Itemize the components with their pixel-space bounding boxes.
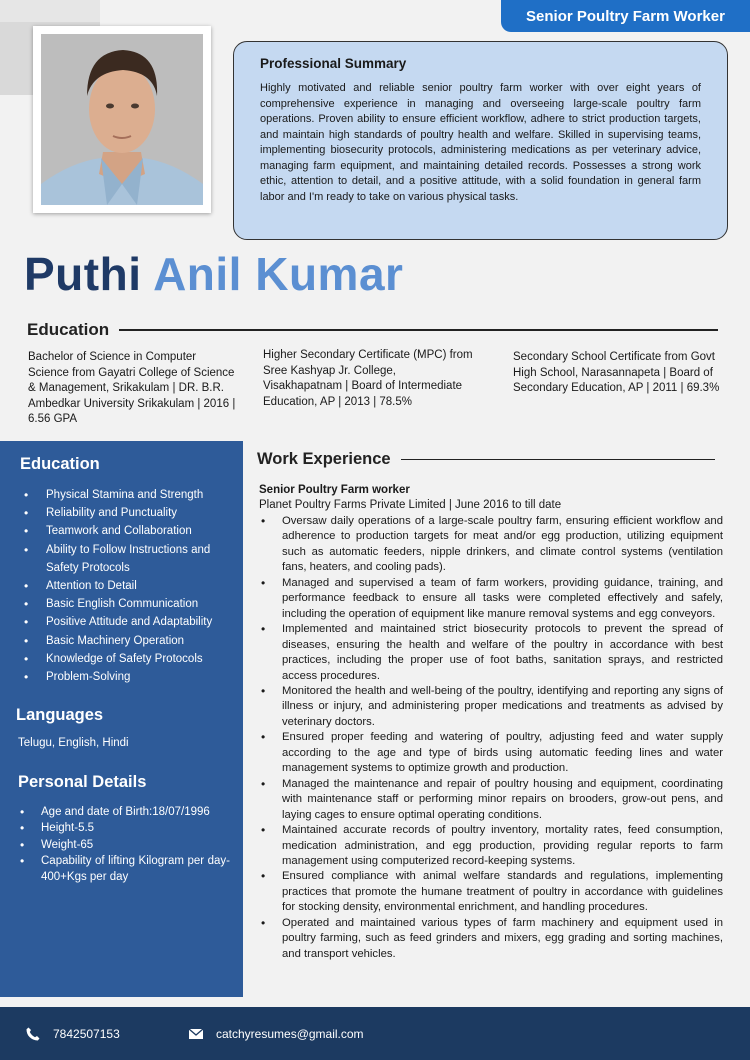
education-title: Education: [27, 320, 110, 339]
first-name: Puthi: [24, 248, 142, 300]
sidebar: [0, 441, 243, 997]
job-duties-list: [259, 514, 723, 962]
candidate-name: [24, 247, 403, 301]
professional-summary-box: [233, 41, 728, 240]
duty-item: • Operated and maintained various types of farm machinery and equipment used in poultry farming, such as feed grinders and mixers, egg grading and sorting machines, and transport vehicles.: [259, 916, 723, 962]
skill-item: • Reliability and Punctuality: [24, 504, 220, 522]
section-divider: [119, 329, 718, 331]
contact-footer: [0, 1007, 750, 1060]
education-entry: Bachelor of Science in Computer Science from Gayatri College of Science & Management, Srikakulam | DR. B.R. Ambedkar University Srikakulam | 2016 | 6.56 GPA: [28, 351, 236, 425]
skill-item: • Basic English Communication: [24, 595, 220, 613]
job-title: Senior Poultry Farm worker: [259, 484, 410, 496]
languages-text: Telugu, English, Hindi: [18, 737, 129, 750]
job-company: Planet Poultry Farms Private Limited | June 2016 to till date: [259, 499, 562, 511]
summary-title: Professional Summary: [260, 56, 407, 71]
skill-item: • Problem-Solving: [24, 668, 220, 686]
duty-item: • Implemented and maintained strict biosecurity protocols to prevent the spread of diseases, ensuring the health and welfare of the poultry in accordance with best practices, including the proper use of foot baths, sanitation sprays, and restricted access procedures.: [259, 622, 723, 684]
duty-item: • Monitored the health and well-being of the poultry, identifying and reporting any signs of illness or injury, and administering proper medications and treatments as advised by veterinary doctors.: [259, 684, 723, 730]
person-portrait: [41, 34, 203, 205]
duty-item: • Ensured proper feeding and watering of poultry, adjusting feed and water supply according to the age and type of birds using automatic feeding lines and water management systems to optimize growth and production.: [259, 730, 723, 776]
skills-list: [24, 486, 220, 686]
duty-item: • Ensured compliance with animal welfare standards and regulations, implementing practices that promote the humane treatment of poultry in accordance with guidelines for stocking density, environmental enrichment, and handling procedures.: [259, 869, 723, 915]
personal-details-title: Personal Details: [18, 773, 147, 792]
phone-contact[interactable]: [25, 1007, 120, 1060]
role-badge: Senior Poultry Farm Worker: [501, 0, 750, 32]
profile-photo-frame: [33, 26, 211, 213]
education-heading: [27, 320, 718, 340]
personal-detail-item: • Capability of lifting Kilogram per day- 400+Kgs per day: [20, 853, 230, 885]
email-address: catchyresumes@gmail.com: [216, 1026, 364, 1041]
personal-detail-item: • Height-5.5: [20, 820, 230, 836]
personal-detail-item: • Weight-65: [20, 837, 230, 853]
email-contact[interactable]: [188, 1007, 364, 1060]
skill-item: • Positive Attitude and Adaptability: [24, 613, 220, 631]
profile-photo: [41, 34, 203, 205]
mail-icon: [188, 1026, 204, 1042]
education-entry: Higher Secondary Certificate (MPC) from Sree Kashyap Jr. College, Visakhapatnam | Board of Intermediate Education, AP | 2013 | 78.5%: [263, 349, 473, 408]
skills-title: Education: [20, 455, 100, 473]
summary-text: Highly motivated and reliable senior poultry farm worker with over eight years of comprehensive experience in managing and overseeing large-scale poultry farm operations. Proven ability to ensure efficient workflow, adhere to strict production targets, and maintain high standards of poultry health and welfare. Skilled in supervising teams, implementing biosecurity protocols, administering medications as per veterinary advice, managing farm equipment, and maintaining detailed records. Possesses a strong work ethic, attention to detail, and a positive attitude, with a solid foundation in general farm labor and I'm ready to take on various physical tasks.: [260, 82, 701, 203]
personal-details-list: [20, 804, 230, 885]
skill-item: • Knowledge of Safety Protocols: [24, 650, 220, 668]
last-name: Anil Kumar: [153, 248, 404, 300]
section-divider: [401, 459, 715, 461]
corner-decoration-top: [0, 0, 100, 22]
phone-number: 7842507153: [53, 1026, 120, 1041]
education-entry: Secondary School Certificate from Govt High School, Narasannapeta | Board of Secondary Education, AP | 2011 | 69.3%: [513, 351, 720, 394]
personal-detail-item: • Age and date of Birth:18/07/1996: [20, 804, 230, 820]
duty-item: • Managed and supervised a team of farm workers, providing guidance, training, and performance feedback to ensure all tasks were completed effectively and safely, including the operation of equipment like manure removal systems and egg conveyors.: [259, 576, 723, 622]
skill-item: • Teamwork and Collaboration: [24, 522, 220, 540]
phone-icon: [25, 1026, 41, 1042]
skill-item: • Basic Machinery Operation: [24, 632, 220, 650]
languages-title: Languages: [16, 706, 104, 725]
skill-item: • Physical Stamina and Strength: [24, 486, 220, 504]
work-experience-title: Work Experience: [257, 450, 391, 468]
duty-item: • Managed the maintenance and repair of poultry housing and equipment, coordinating with maintenance staff or performing minor repairs on brooders, grow-out pens, and laying cages to ensure optimal operating conditions.: [259, 777, 723, 823]
duty-item: • Maintained accurate records of poultry inventory, mortality rates, feed consumption, medication administration, and egg production, providing regular reports to farm management using computerized record-keeping systems.: [259, 823, 723, 869]
duty-item: • Oversaw daily operations of a large-scale poultry farm, ensuring efficient workflow and adherence to production targets for meat and/or egg production, utilizing equipment such as automatic feeders, nipple drinkers, and climate control systems (ventilation fans, heaters, and cooling pads).: [259, 514, 723, 576]
work-experience-heading: [257, 450, 715, 469]
skill-item: • Ability to Follow Instructions and Safety Protocols: [24, 541, 220, 577]
skill-item: • Attention to Detail: [24, 577, 220, 595]
